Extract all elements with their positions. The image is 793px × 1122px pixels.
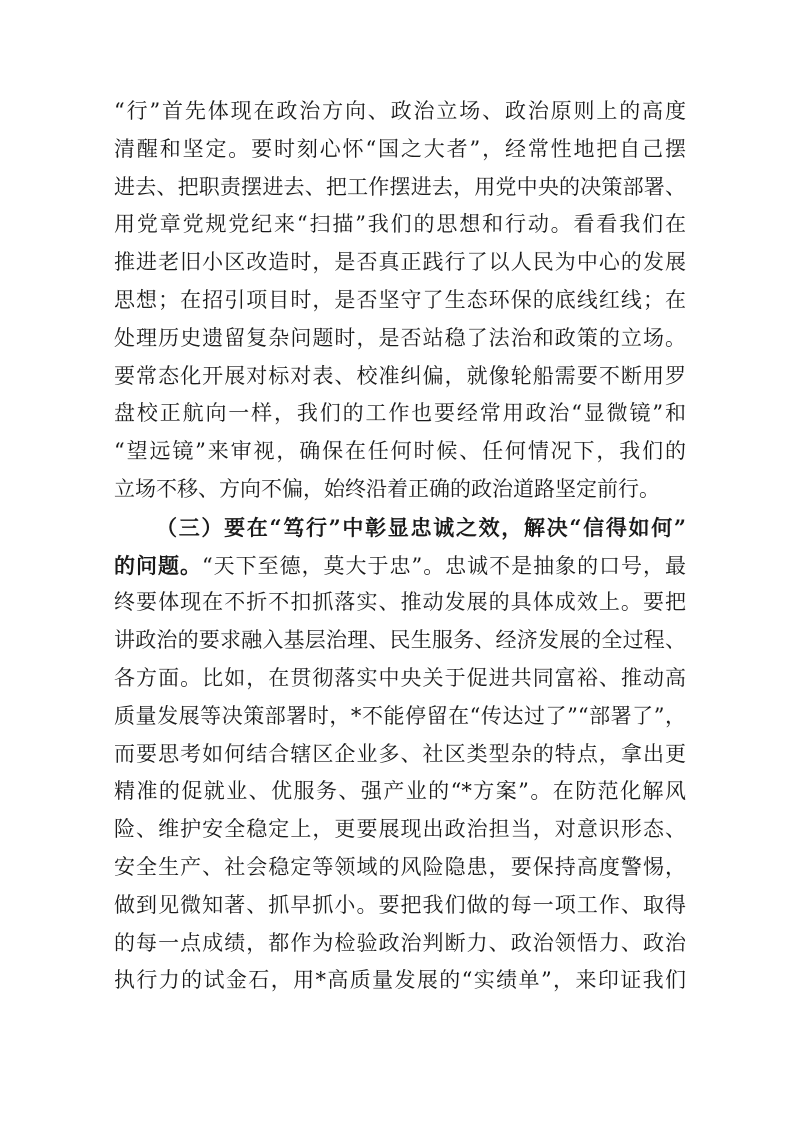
section-heading-continuation	[114, 547, 686, 585]
text-line-8: 要常态化开展对标对表、校准纠偏，就像轮船需要不断用罗	[114, 363, 686, 388]
body-line-3: 各方面。比如，在贯彻落实中央关于促进共同富裕、推动高	[114, 665, 686, 690]
body-line-6: 精准的促就业、优服务、强产业的“*方案”。在防范化解风	[114, 779, 686, 804]
text-line-9: 盘校正航向一样，我们的工作也要经常用政治“显微镜”和	[114, 401, 686, 426]
section-heading-tail: 的问题。	[114, 552, 202, 578]
document-body	[114, 93, 686, 1000]
body-line-2: 讲政治的要求融入基层治理、民生服务、经济发展的全过程、	[114, 628, 686, 653]
text-line-11: 立场不移、方向不偏，始终沿着正确的政治道路坚定前行。	[114, 476, 660, 501]
text-line-7: 处理历史遗留复杂问题时，是否站稳了法治和政策的立场。	[114, 325, 686, 350]
section-body-start: “天下至德，莫大于忠”。忠诚不是抽象的口号，最	[201, 553, 686, 578]
section-heading: （三）要在“笃行”中彰显忠诚之效，解决“信得如何”	[156, 514, 686, 540]
text-line-3: 进去、把职责摆进去、把工作摆进去，用党中央的决策部署、	[114, 174, 686, 199]
body-line-7: 险、维护安全稳定上，更要展现出政治担当，对意识形态、	[114, 817, 686, 842]
body-line-9: 做到见微知著、抓早抓小。要把我们做的每一项工作、取得	[114, 892, 686, 917]
text-line-4: 用党章党规党纪来“扫描”我们的思想和行动。看看我们在	[114, 212, 686, 237]
body-line-4: 质量发展等决策部署时，*不能停留在“传达过了”“部署了”，	[114, 703, 686, 728]
body-line-11: 执行力的试金石，用*高质量发展的“实绩单”，来印证我们	[114, 968, 686, 993]
text-line-5: 推进老旧小区改造时，是否真正践行了以人民为中心的发展	[114, 250, 686, 275]
text-line-10: “望远镜”来审视，确保在任何时候、任何情况下，我们的	[114, 439, 686, 464]
body-line-5: 而要思考如何结合辖区企业多、社区类型杂的特点，拿出更	[114, 741, 686, 766]
body-line-8: 安全生产、社会稳定等领域的风险隐患，要保持高度警惕，	[114, 854, 686, 879]
text-line-1: “行”首先体现在政治方向、政治立场、政治原则上的高度	[114, 99, 686, 123]
body-line-1: 终要体现在不折不扣抓落实、推动发展的具体成效上。要把	[114, 590, 686, 615]
text-line-6: 思想；在招引项目时，是否坚守了生态环保的底线红线；在	[114, 287, 686, 312]
text-line-2: 清醒和坚定。要时刻心怀“国之大者”，经常性地把自己摆	[114, 136, 686, 161]
body-line-10: 的每一点成绩，都作为检验政治判断力、政治领悟力、政治	[114, 930, 686, 955]
